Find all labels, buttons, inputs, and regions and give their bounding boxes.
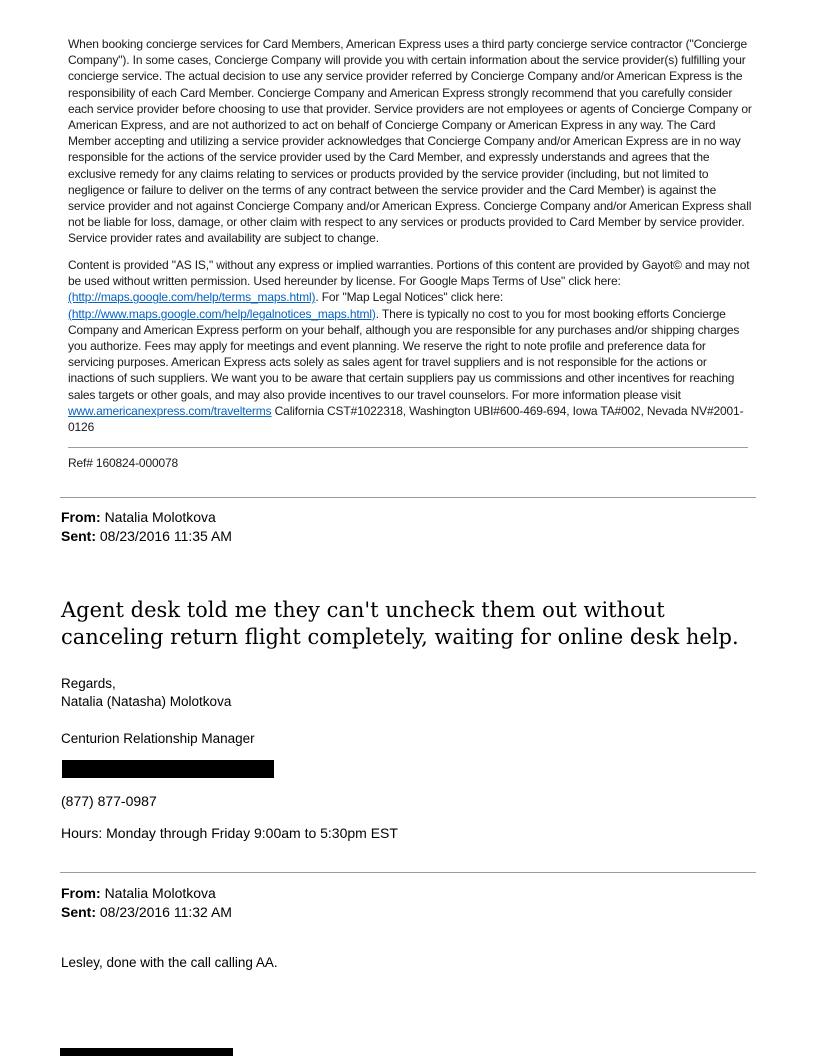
redacted-bar-page-bottom: [60, 1048, 233, 1056]
reply-email-header: [61, 508, 232, 545]
from-label: From:: [61, 509, 101, 525]
signature-regards: Regards,: [61, 676, 116, 691]
from-value: Natalia Molotkova: [104, 885, 216, 901]
concierge-disclaimer-paragraph: When booking concierge services for Card Members, American Express uses a third party concierge service contractor ("Concierge Company"). In some cases, Concierge Company will provide you with certain information about the service provider(s) fulfilling your concierge service. The actual decision to use any service provider referred by Concierge Company and/or American Express is the responsibility of each Card Member. Concierge Company and American Express strongly recommend that you carefully consider each service provider before choosing to use that provider. Service providers are not employees or agents of Concierge Company or American Express, and are not authorized to act on behalf of Concierge Company or American Express in any way. The Card Member accepting and utilizing a service provider acknowledges that Concierge Company and/or American Express are in no way responsible for the actions of the service provider used by the Card Member, and expressly understands and agrees that the exclusive remedy for any claims relating to services or products provided by the service provider (including, but not limited to negligence or failure to deliver on the terms of any contract between the service provider and the Card Member) is against the service provider and not against Concierge Company and/or American Express. Concierge Company and/or American Express shall not be liable for loss, damage, or other claim with respect to any services or products provided to Card Member by service provider. Service provider rates and availability are subject to change.: [68, 37, 752, 246]
redacted-contact-bar: [62, 760, 274, 778]
divider-above-ref: [68, 447, 748, 448]
sent-label: Sent:: [61, 903, 96, 920]
signature-job-title: Centurion Relationship Manager: [61, 731, 255, 746]
from-label: From:: [61, 885, 101, 901]
terms-text-between-links: . For "Map Legal Notices" click here:: [315, 290, 504, 305]
divider-above-reply-header: [60, 497, 756, 498]
original-message-body: Lesley, done with the call calling AA.: [61, 955, 278, 970]
terms-text-after-link2: . There is typically no cost to you for most booking efforts Concierge Company and American Express perform on your behalf, although you are responsible for any purchases and/or shipping charges you authorize. Fees may apply for meetings and event planning. We reserve the right to note profile and preference data for servicing purposes. American Express acts solely as sales agent for travel suppliers and is not responsible for the actions or inactions of such suppliers. We want you to be aware that certain suppliers pay us commissions and other incentives for reaching sales targets or other goals, and may also provide incentives to our travel counselors. For more information please visit: [68, 306, 740, 402]
signature-name: Natalia (Natasha) Molotkova: [61, 693, 232, 709]
from-value: Natalia Molotkova: [104, 509, 216, 525]
divider-above-original-header: [60, 872, 756, 873]
reply-sent-line: [61, 527, 232, 546]
map-legal-notices-link[interactable]: (http://www.maps.google.com/help/legalnotices_maps.html): [68, 306, 376, 321]
reply-body-line: Agent desk told me they can't uncheck them out without: [61, 598, 665, 622]
signature-phone: (877) 877-0987: [61, 793, 157, 809]
reply-body-line: canceling return flight completely, waiting for online desk help.: [61, 624, 739, 649]
signature-closing-block: [61, 675, 231, 710]
signature-hours: Hours: Monday through Friday 9:00am to 5:30pm EST: [61, 825, 398, 841]
original-from-line: [61, 884, 232, 903]
travel-terms-paragraph: [68, 257, 752, 435]
reference-number: Ref# 160824-000078: [68, 456, 179, 470]
reply-message-body: [61, 597, 739, 650]
terms-text-after-link3: California CST#1022318, Washington UBI#600-469-694, Iowa TA#002, Nevada NV#2001-0126: [68, 403, 744, 435]
original-email-header: [61, 884, 232, 921]
google-maps-terms-link[interactable]: (http://maps.google.com/help/terms_maps.html): [68, 290, 316, 305]
sent-value: 08/23/2016 11:32 AM: [99, 903, 232, 920]
amex-travelterms-link[interactable]: www.americanexpress.com/travelterms: [68, 403, 272, 418]
reply-from-line: [61, 508, 232, 527]
sent-value: 08/23/2016 11:35 AM: [99, 527, 232, 544]
terms-text-before-link1: Content is provided "AS IS," without any express or implied warranties. Portions of this content are provided by Gayot© and may not be used without written permission. Used hereunder by license. For Google Maps Terms of Use" click here:: [68, 258, 750, 289]
sent-label: Sent:: [61, 527, 96, 544]
original-sent-line: [61, 903, 232, 922]
